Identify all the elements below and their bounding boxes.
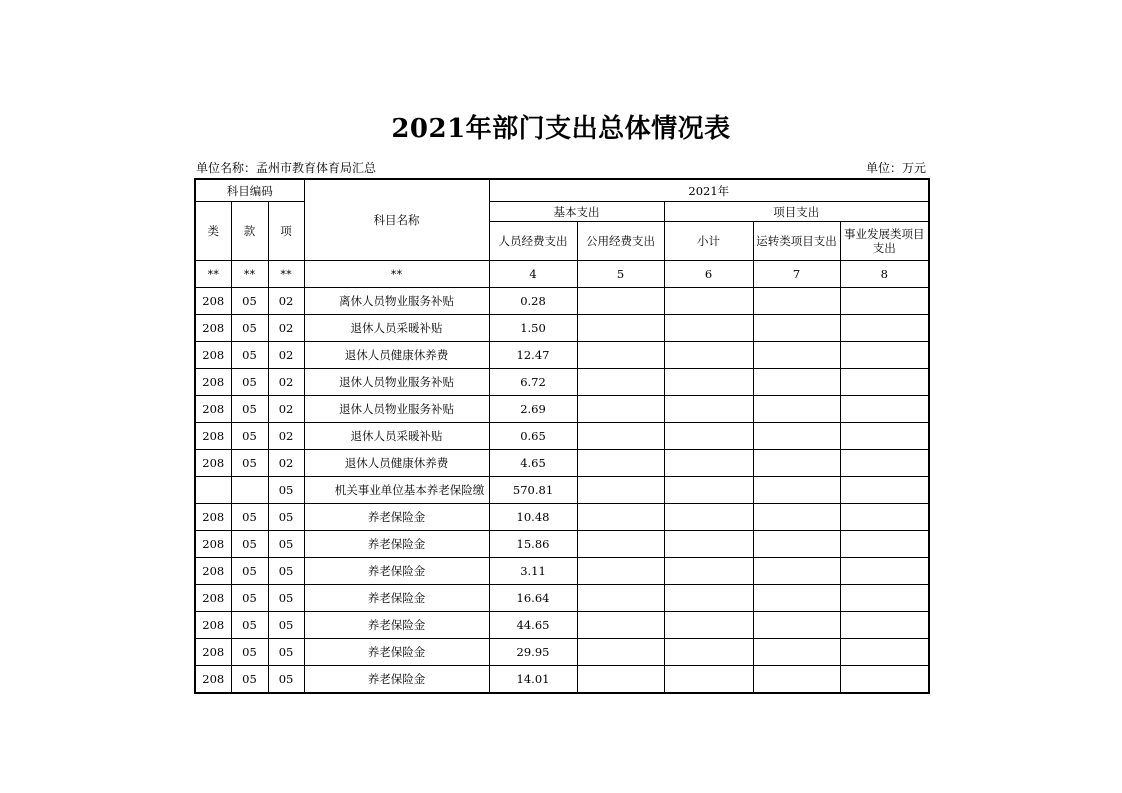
expenditure-table: [194, 178, 930, 694]
cell-kuan: 05: [231, 396, 268, 423]
cell-personnel: 16.64: [489, 585, 577, 612]
cell-operation: [753, 612, 840, 639]
cell-subject-name: 养老保险金: [304, 639, 489, 666]
cell-subtotal: [664, 315, 753, 342]
cell-public: [577, 504, 664, 531]
cell-development: [840, 288, 929, 315]
cell-xiang: 02: [268, 369, 304, 396]
cell-xiang: 02: [268, 342, 304, 369]
cell-lei: 208: [195, 585, 231, 612]
cell-personnel: 3.11: [489, 558, 577, 585]
index-cell: 7: [753, 261, 840, 288]
cell-operation: [753, 315, 840, 342]
cell-operation: [753, 369, 840, 396]
cell-kuan: 05: [231, 315, 268, 342]
cell-operation: [753, 450, 840, 477]
cell-subtotal: [664, 396, 753, 423]
header-xiang: 项: [268, 202, 304, 261]
cell-subtotal: [664, 288, 753, 315]
cell-development: [840, 423, 929, 450]
header-year: 2021年: [489, 179, 929, 202]
table-row: [195, 396, 929, 423]
index-cell: 6: [664, 261, 753, 288]
cell-subtotal: [664, 558, 753, 585]
unit-label: 单位：万元: [865, 161, 926, 175]
cell-lei: 208: [195, 450, 231, 477]
cell-subtotal: [664, 504, 753, 531]
cell-public: [577, 558, 664, 585]
cell-subject-name: 退休人员采暖补贴: [304, 423, 489, 450]
cell-subject-name: 退休人员采暖补贴: [304, 315, 489, 342]
cell-personnel: 15.86: [489, 531, 577, 558]
cell-operation: [753, 639, 840, 666]
cell-lei: [195, 477, 231, 504]
header-lei: 类: [195, 202, 231, 261]
cell-public: [577, 342, 664, 369]
cell-subtotal: [664, 531, 753, 558]
cell-public: [577, 396, 664, 423]
cell-public: [577, 423, 664, 450]
cell-subtotal: [664, 423, 753, 450]
cell-development: [840, 612, 929, 639]
cell-kuan: 05: [231, 612, 268, 639]
cell-xiang: 05: [268, 531, 304, 558]
cell-xiang: 02: [268, 396, 304, 423]
cell-operation: [753, 585, 840, 612]
cell-subject-name: 养老保险金: [304, 558, 489, 585]
cell-subtotal: [664, 612, 753, 639]
cell-personnel: 44.65: [489, 612, 577, 639]
cell-subtotal: [664, 639, 753, 666]
cell-operation: [753, 666, 840, 694]
cell-lei: 208: [195, 666, 231, 694]
cell-operation: [753, 558, 840, 585]
index-cell: 8: [840, 261, 929, 288]
cell-subtotal: [664, 666, 753, 694]
cell-kuan: 05: [231, 639, 268, 666]
cell-public: [577, 666, 664, 694]
cell-subject-name: 退休人员健康休养费: [304, 342, 489, 369]
cell-operation: [753, 288, 840, 315]
header-subject-name: 科目名称: [304, 179, 489, 261]
cell-personnel: 570.81: [489, 477, 577, 504]
cell-xiang: 05: [268, 477, 304, 504]
cell-lei: 208: [195, 342, 231, 369]
cell-xiang: 05: [268, 558, 304, 585]
cell-public: [577, 288, 664, 315]
cell-xiang: 05: [268, 639, 304, 666]
cell-xiang: 05: [268, 504, 304, 531]
cell-development: [840, 666, 929, 694]
table-row: [195, 531, 929, 558]
cell-kuan: 05: [231, 288, 268, 315]
header-project: 项目支出: [664, 202, 929, 222]
cell-personnel: 6.72: [489, 369, 577, 396]
cell-personnel: 0.65: [489, 423, 577, 450]
cell-operation: [753, 477, 840, 504]
index-row: [195, 261, 929, 288]
index-cell: 4: [489, 261, 577, 288]
cell-subtotal: [664, 477, 753, 504]
cell-personnel: 0.28: [489, 288, 577, 315]
header-development: 事业发展类项目支出: [840, 222, 929, 261]
cell-operation: [753, 396, 840, 423]
header-code-group: 科目编码: [195, 179, 304, 202]
cell-kuan: 05: [231, 450, 268, 477]
cell-subject-name: 养老保险金: [304, 531, 489, 558]
table-row: [195, 450, 929, 477]
cell-public: [577, 450, 664, 477]
table-row: [195, 315, 929, 342]
cell-lei: 208: [195, 612, 231, 639]
cell-personnel: 2.69: [489, 396, 577, 423]
cell-development: [840, 342, 929, 369]
cell-operation: [753, 504, 840, 531]
cell-operation: [753, 423, 840, 450]
cell-kuan: 05: [231, 342, 268, 369]
cell-public: [577, 531, 664, 558]
cell-personnel: 29.95: [489, 639, 577, 666]
cell-subject-name: 退休人员物业服务补贴: [304, 396, 489, 423]
table-row: [195, 612, 929, 639]
cell-development: [840, 639, 929, 666]
cell-operation: [753, 531, 840, 558]
cell-subject-name: 离休人员物业服务补贴: [304, 288, 489, 315]
cell-subtotal: [664, 342, 753, 369]
cell-public: [577, 477, 664, 504]
cell-personnel: 1.50: [489, 315, 577, 342]
page-title: 2021年部门支出总体情况表: [391, 114, 731, 144]
cell-personnel: 12.47: [489, 342, 577, 369]
header-subtotal: 小计: [664, 222, 753, 261]
table-row: [195, 558, 929, 585]
cell-development: [840, 450, 929, 477]
cell-kuan: 05: [231, 504, 268, 531]
header-personnel: 人员经费支出: [489, 222, 577, 261]
table-row: [195, 423, 929, 450]
cell-subject-name: 退休人员物业服务补贴: [304, 369, 489, 396]
table-row: [195, 477, 929, 504]
table-row: [195, 666, 929, 694]
cell-subject-name: 养老保险金: [304, 666, 489, 694]
cell-kuan: 05: [231, 369, 268, 396]
cell-subtotal: [664, 585, 753, 612]
cell-subject-name: 机关事业单位基本养老保险缴: [304, 477, 489, 504]
table-row: [195, 342, 929, 369]
cell-xiang: 05: [268, 612, 304, 639]
cell-lei: 208: [195, 396, 231, 423]
cell-development: [840, 477, 929, 504]
cell-public: [577, 369, 664, 396]
cell-kuan: 05: [231, 585, 268, 612]
table-row: [195, 585, 929, 612]
cell-lei: 208: [195, 531, 231, 558]
cell-development: [840, 369, 929, 396]
cell-xiang: 02: [268, 450, 304, 477]
header-operation: 运转类项目支出: [753, 222, 840, 261]
header-kuan: 款: [231, 202, 268, 261]
cell-lei: 208: [195, 558, 231, 585]
cell-subject-name: 养老保险金: [304, 585, 489, 612]
cell-lei: 208: [195, 639, 231, 666]
index-cell: **: [231, 261, 268, 288]
cell-subject-name: 退休人员健康休养费: [304, 450, 489, 477]
cell-kuan: 05: [231, 531, 268, 558]
cell-lei: 208: [195, 288, 231, 315]
cell-kuan: [231, 477, 268, 504]
cell-personnel: 14.01: [489, 666, 577, 694]
cell-development: [840, 585, 929, 612]
cell-development: [840, 315, 929, 342]
cell-kuan: 05: [231, 423, 268, 450]
cell-development: [840, 531, 929, 558]
cell-lei: 208: [195, 423, 231, 450]
table-row: [195, 504, 929, 531]
index-cell: **: [195, 261, 231, 288]
unit-name: 单位名称：孟州市教育体育局汇总: [196, 161, 377, 175]
cell-public: [577, 612, 664, 639]
table-row: [195, 639, 929, 666]
cell-lei: 208: [195, 315, 231, 342]
cell-kuan: 05: [231, 666, 268, 694]
cell-subject-name: 养老保险金: [304, 612, 489, 639]
cell-public: [577, 639, 664, 666]
table-row: [195, 288, 929, 315]
cell-personnel: 10.48: [489, 504, 577, 531]
cell-public: [577, 585, 664, 612]
cell-public: [577, 315, 664, 342]
cell-operation: [753, 342, 840, 369]
index-cell: **: [268, 261, 304, 288]
index-cell: 5: [577, 261, 664, 288]
cell-subtotal: [664, 369, 753, 396]
cell-xiang: 05: [268, 666, 304, 694]
cell-lei: 208: [195, 504, 231, 531]
cell-development: [840, 396, 929, 423]
cell-development: [840, 558, 929, 585]
cell-personnel: 4.65: [489, 450, 577, 477]
header-public: 公用经费支出: [577, 222, 664, 261]
cell-xiang: 02: [268, 423, 304, 450]
cell-kuan: 05: [231, 558, 268, 585]
cell-xiang: 02: [268, 315, 304, 342]
cell-subtotal: [664, 450, 753, 477]
cell-lei: 208: [195, 369, 231, 396]
cell-xiang: 05: [268, 585, 304, 612]
cell-xiang: 02: [268, 288, 304, 315]
table-row: [195, 369, 929, 396]
index-cell: **: [304, 261, 489, 288]
header-basic: 基本支出: [489, 202, 664, 222]
cell-development: [840, 504, 929, 531]
cell-subject-name: 养老保险金: [304, 504, 489, 531]
